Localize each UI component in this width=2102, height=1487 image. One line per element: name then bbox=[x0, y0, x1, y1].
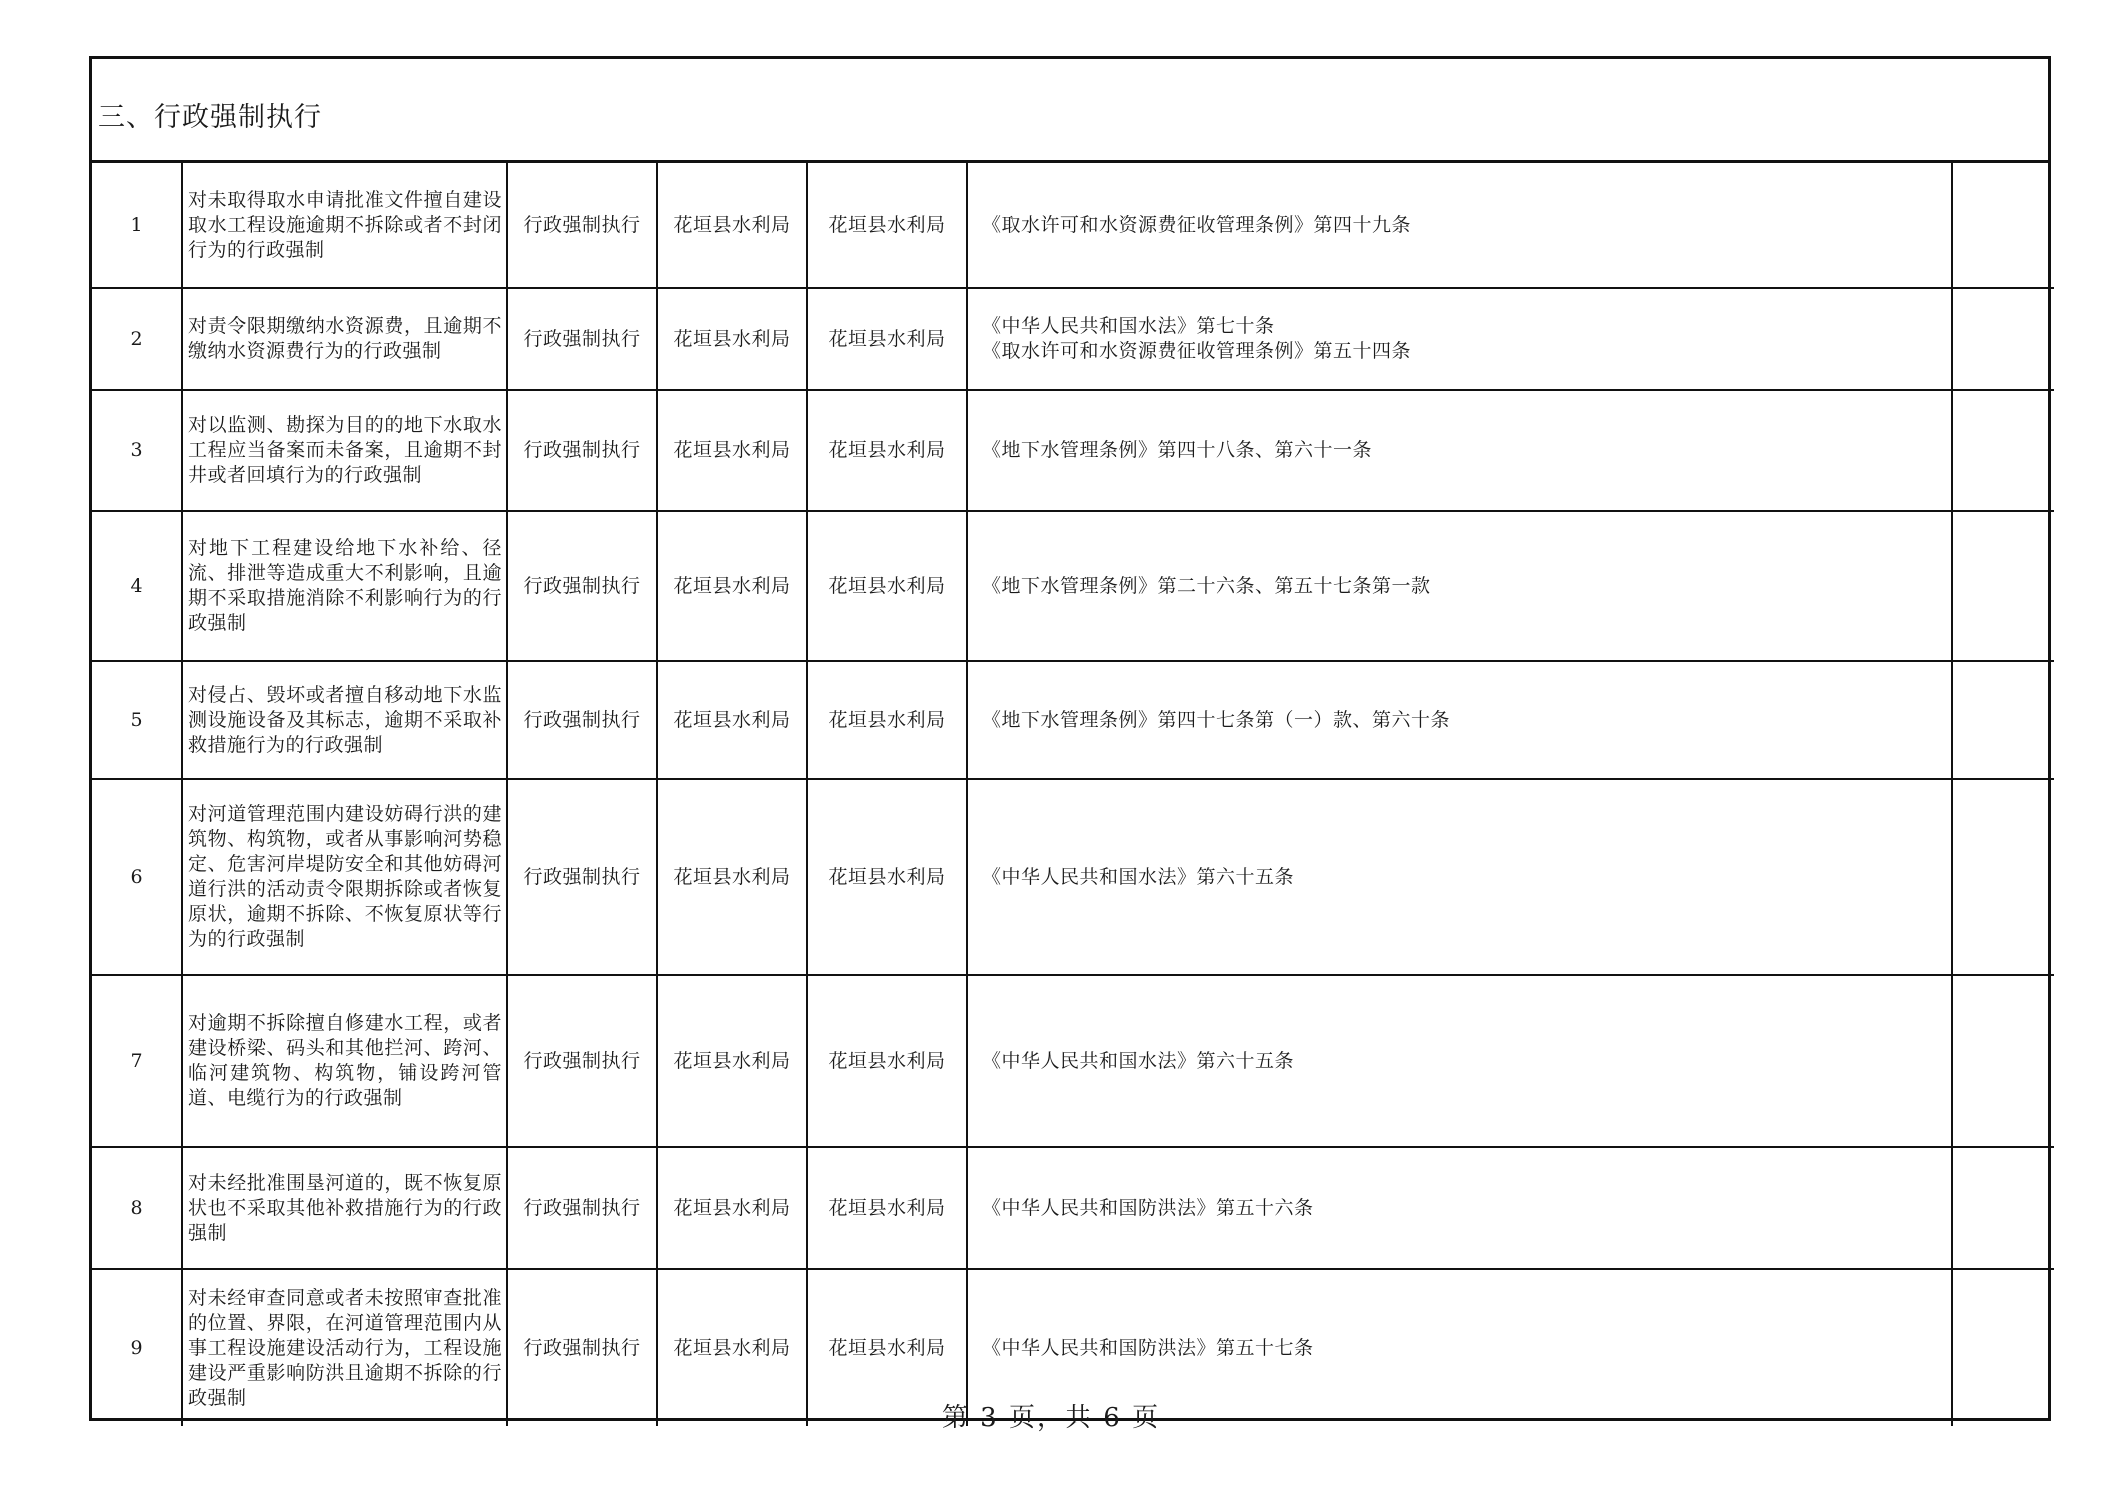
row-number: 7 bbox=[92, 975, 182, 1147]
row-number: 3 bbox=[92, 390, 182, 511]
implementing-agency: 花垣县水利局 bbox=[657, 661, 807, 779]
item-name: 对侵占、毁坏或者擅自移动地下水监测设施设备及其标志，逾期不采取补救措施行为的行政强制 bbox=[182, 661, 507, 779]
implementing-agency: 花垣县水利局 bbox=[657, 1269, 807, 1426]
legal-basis bbox=[967, 661, 1952, 779]
row-number: 1 bbox=[92, 163, 182, 288]
enforcement-type: 行政强制执行 bbox=[507, 975, 657, 1147]
row-number: 2 bbox=[92, 288, 182, 390]
legal-basis bbox=[967, 390, 1952, 511]
legal-basis bbox=[967, 975, 1952, 1147]
implementing-agency: 花垣县水利局 bbox=[657, 390, 807, 511]
legal-basis-line: 《中华人民共和国水法》第六十五条 bbox=[982, 1049, 1295, 1072]
responsible-agency: 花垣县水利局 bbox=[807, 975, 967, 1147]
responsible-agency: 花垣县水利局 bbox=[807, 390, 967, 511]
enforcement-type: 行政强制执行 bbox=[507, 1269, 657, 1426]
responsible-agency: 花垣县水利局 bbox=[807, 1269, 967, 1426]
row-number: 8 bbox=[92, 1147, 182, 1269]
legal-basis-line: 《中华人民共和国防洪法》第五十七条 bbox=[982, 1336, 1314, 1359]
enforcement-type: 行政强制执行 bbox=[507, 288, 657, 390]
item-name: 对地下工程建设给地下水补给、径流、排泄等造成重大不利影响，且逾期不采取措施消除不利影响行为的行政强制 bbox=[182, 511, 507, 661]
item-name: 对以监测、勘探为目的的地下水取水工程应当备案而未备案，且逾期不封井或者回填行为的行政强制 bbox=[182, 390, 507, 511]
responsible-agency: 花垣县水利局 bbox=[807, 1147, 967, 1269]
responsible-agency: 花垣县水利局 bbox=[807, 163, 967, 288]
item-name: 对未经批准围垦河道的，既不恢复原状也不采取其他补救措施行为的行政强制 bbox=[182, 1147, 507, 1269]
legal-basis bbox=[967, 163, 1952, 288]
table-row bbox=[92, 1147, 2054, 1269]
enforcement-table bbox=[92, 163, 2054, 1426]
item-name: 对河道管理范围内建设妨碍行洪的建筑物、构筑物，或者从事影响河势稳定、危害河岸堤防安全和其他妨碍河道行洪的活动责令限期拆除或者恢复原状，逾期不拆除、不恢复原状等行为的行政强制 bbox=[182, 779, 507, 975]
remarks-cell bbox=[1952, 163, 2054, 288]
legal-basis bbox=[967, 511, 1952, 661]
implementing-agency: 花垣县水利局 bbox=[657, 779, 807, 975]
table-row bbox=[92, 779, 2054, 975]
responsible-agency: 花垣县水利局 bbox=[807, 779, 967, 975]
implementing-agency: 花垣县水利局 bbox=[657, 511, 807, 661]
legal-basis-line: 《中华人民共和国水法》第六十五条 bbox=[982, 865, 1295, 888]
implementing-agency: 花垣县水利局 bbox=[657, 975, 807, 1147]
row-number: 6 bbox=[92, 779, 182, 975]
remarks-cell bbox=[1952, 975, 2054, 1147]
table-row bbox=[92, 511, 2054, 661]
page-number: 第 3 页，共 6 页 bbox=[941, 1403, 1161, 1433]
enforcement-type: 行政强制执行 bbox=[507, 661, 657, 779]
row-number: 5 bbox=[92, 661, 182, 779]
row-number: 9 bbox=[92, 1269, 182, 1426]
legal-basis-line: 《中华人民共和国防洪法》第五十六条 bbox=[982, 1196, 1314, 1219]
enforcement-type: 行政强制执行 bbox=[507, 163, 657, 288]
legal-basis bbox=[967, 288, 1952, 390]
remarks-cell bbox=[1952, 511, 2054, 661]
document-sheet bbox=[89, 56, 2051, 1421]
item-name: 对责令限期缴纳水资源费，且逾期不缴纳水资源费行为的行政强制 bbox=[182, 288, 507, 390]
implementing-agency: 花垣县水利局 bbox=[657, 163, 807, 288]
legal-basis bbox=[967, 779, 1952, 975]
legal-basis-line: 《地下水管理条例》第四十八条、第六十一条 bbox=[982, 439, 1373, 461]
enforcement-type: 行政强制执行 bbox=[507, 1147, 657, 1269]
remarks-cell bbox=[1952, 288, 2054, 390]
remarks-cell bbox=[1952, 661, 2054, 779]
table-row bbox=[92, 390, 2054, 511]
remarks-cell bbox=[1952, 779, 2054, 975]
table-row bbox=[92, 288, 2054, 390]
legal-basis-line: 《地下水管理条例》第二十六条、第五十七条第一款 bbox=[982, 574, 1431, 597]
legal-basis-line: 《中华人民共和国水法》第七十条 bbox=[982, 315, 1275, 337]
responsible-agency: 花垣县水利局 bbox=[807, 661, 967, 779]
remarks-cell bbox=[1952, 390, 2054, 511]
enforcement-type: 行政强制执行 bbox=[507, 390, 657, 511]
legal-basis-line: 《取水许可和水资源费征收管理条例》第五十四条 bbox=[982, 340, 1412, 362]
item-name: 对未取得取水申请批准文件擅自建设取水工程设施逾期不拆除或者不封闭行为的行政强制 bbox=[182, 163, 507, 288]
item-name: 对未经审查同意或者未按照审查批准的位置、界限，在河道管理范围内从事工程设施建设活动行为，工程设施建设严重影响防洪且逾期不拆除的行政强制 bbox=[182, 1269, 507, 1426]
remarks-cell bbox=[1952, 1147, 2054, 1269]
implementing-agency: 花垣县水利局 bbox=[657, 1147, 807, 1269]
legal-basis-line: 《地下水管理条例》第四十七条第（一）款、第六十条 bbox=[982, 708, 1451, 731]
implementing-agency: 花垣县水利局 bbox=[657, 288, 807, 390]
table-row bbox=[92, 975, 2054, 1147]
item-name: 对逾期不拆除擅自修建水工程，或者建设桥梁、码头和其他拦河、跨河、临河建筑物、构筑物，铺设跨河管道、电缆行为的行政强制 bbox=[182, 975, 507, 1147]
row-number: 4 bbox=[92, 511, 182, 661]
enforcement-type: 行政强制执行 bbox=[507, 511, 657, 661]
table-row bbox=[92, 661, 2054, 779]
responsible-agency: 花垣县水利局 bbox=[807, 511, 967, 661]
section-title: 三、行政强制执行 bbox=[92, 59, 2048, 163]
legal-basis bbox=[967, 1147, 1952, 1269]
enforcement-type: 行政强制执行 bbox=[507, 779, 657, 975]
table-row bbox=[92, 163, 2054, 288]
responsible-agency: 花垣县水利局 bbox=[807, 288, 967, 390]
legal-basis-line: 《取水许可和水资源费征收管理条例》第四十九条 bbox=[982, 213, 1412, 236]
